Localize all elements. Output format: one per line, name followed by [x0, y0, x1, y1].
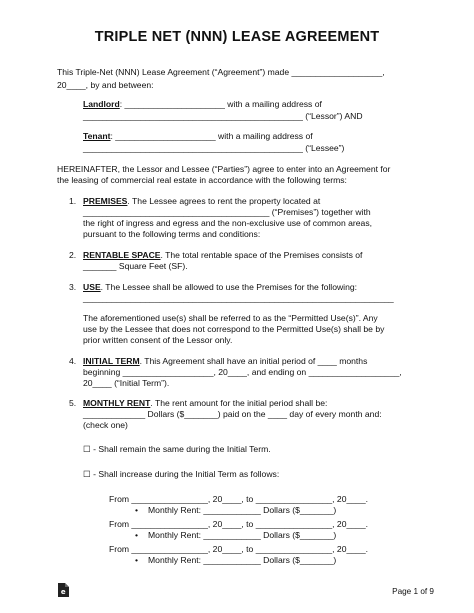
section-2-text: . The total rentable space of the Premises consists of	[160, 250, 363, 260]
section-3-line-2: _________________________________________________________________	[83, 293, 394, 303]
bullet-icon: •	[135, 555, 139, 565]
tenant-line-1	[83, 131, 313, 142]
section-1-line-4: pursuant to the following terms and conditions:	[83, 229, 261, 239]
section-1-line-1	[83, 196, 320, 207]
landlord-label: Landlord	[83, 99, 120, 109]
bullet-icon: •	[135, 530, 139, 540]
tenant-label: Tenant	[83, 131, 111, 141]
intro-line-1: This Triple-Net (NNN) Lease Agreement (“Agreement”) made ___________________,	[57, 67, 385, 77]
hereinafter-line-2: the leasing of commercial real estate in accordance with the following terms:	[57, 175, 347, 185]
page-number: Page 1 of 9	[392, 587, 434, 596]
landlord-text: : _____________________ with a mailing address of	[119, 99, 322, 109]
rent-period-2-dates: From ________________, 20____, to ________________, 20____.	[109, 519, 368, 529]
document-title: TRIPLE NET (NNN) LEASE AGREEMENT	[94, 29, 380, 45]
section-3-text: . The Lessee shall be allowed to use the Premises for the following:	[100, 282, 358, 292]
option-shall-increase[interactable]: ☐ - Shall increase during the Initial Term as follows:	[83, 469, 280, 479]
section-3-para-3: prior written consent of the Lessor only.	[83, 335, 233, 345]
section-3-para-2: use by the Lessee that does not correspond to the Permitted Use(s) shall be by	[83, 324, 385, 334]
section-4-text: . This Agreement shall have an initial period of ____ months	[139, 356, 368, 366]
section-1-number: 1.	[69, 196, 77, 206]
section-2-line-2: _______ Square Feet (SF).	[83, 261, 188, 271]
eforms-logo-icon	[57, 583, 69, 597]
section-2-line-1	[83, 250, 362, 261]
section-1-line-3: the right of ingress and egress and the non-exclusive use of common areas,	[83, 218, 373, 228]
section-1-text: . The Lessee agrees to rent the property located at	[127, 196, 321, 206]
rent-period-1-amount: Monthly Rent: ____________ Dollars ($_______)	[148, 505, 337, 515]
rent-period-1-dates: From ________________, 20____, to ________________, 20____.	[109, 494, 368, 504]
section-5-heading: MONTHLY RENT	[83, 398, 151, 408]
bullet-icon: •	[135, 505, 139, 515]
section-2-heading: RENTABLE SPACE	[83, 250, 161, 260]
rent-period-3-dates: From ________________, 20____, to ________________, 20____.	[109, 544, 368, 554]
rent-period-3-amount: Monthly Rent: ____________ Dollars ($_______)	[148, 555, 337, 565]
section-3-line-1	[83, 282, 357, 293]
tenant-text: : _____________________ with a mailing address of	[110, 131, 313, 141]
section-3-heading: USE	[83, 282, 101, 292]
svg-text:e: e	[60, 588, 66, 597]
hereinafter-line-1: HEREINAFTER, the Lessor and Lessee (“Parties”) agree to enter into an Agreement for	[57, 164, 391, 174]
section-2-number: 2.	[69, 250, 77, 260]
section-4-number: 4.	[69, 356, 77, 366]
section-4-line-1	[83, 356, 367, 367]
section-4-line-3: 20____ (“Initial Term”).	[83, 378, 170, 388]
option-remain-same[interactable]: ☐ - Shall remain the same during the Initial Term.	[83, 444, 271, 454]
section-1-heading: PREMISES	[83, 196, 128, 206]
section-5-line-2: _____________ Dollars ($_______) paid on the ____ day of every month and:	[83, 409, 382, 419]
section-4-heading: INITIAL TERM	[83, 356, 140, 366]
section-3-para-1: The aforementioned use(s) shall be referred to as the “Permitted Use(s)”. Any	[83, 313, 378, 323]
section-4-line-2: beginning ___________________, 20____, and ending on ___________________,	[83, 367, 402, 377]
section-3-number: 3.	[69, 282, 77, 292]
section-5-line-3: (check one)	[83, 420, 128, 430]
intro-line-2: 20____, by and between:	[57, 80, 154, 90]
section-1-line-2: _______________________________________ (“Premises”) together with	[83, 207, 371, 217]
landlord-line-1	[83, 99, 322, 110]
section-5-text: . The rent amount for the initial period shall be:	[150, 398, 328, 408]
landlord-line-2: ______________________________________________ (“Lessor”) AND	[83, 111, 363, 121]
tenant-line-2: ______________________________________________ (“Lessee”)	[83, 143, 345, 153]
rent-period-2-amount: Monthly Rent: ____________ Dollars ($_______)	[148, 530, 337, 540]
section-5-line-1	[83, 398, 327, 409]
section-5-number: 5.	[69, 398, 77, 408]
